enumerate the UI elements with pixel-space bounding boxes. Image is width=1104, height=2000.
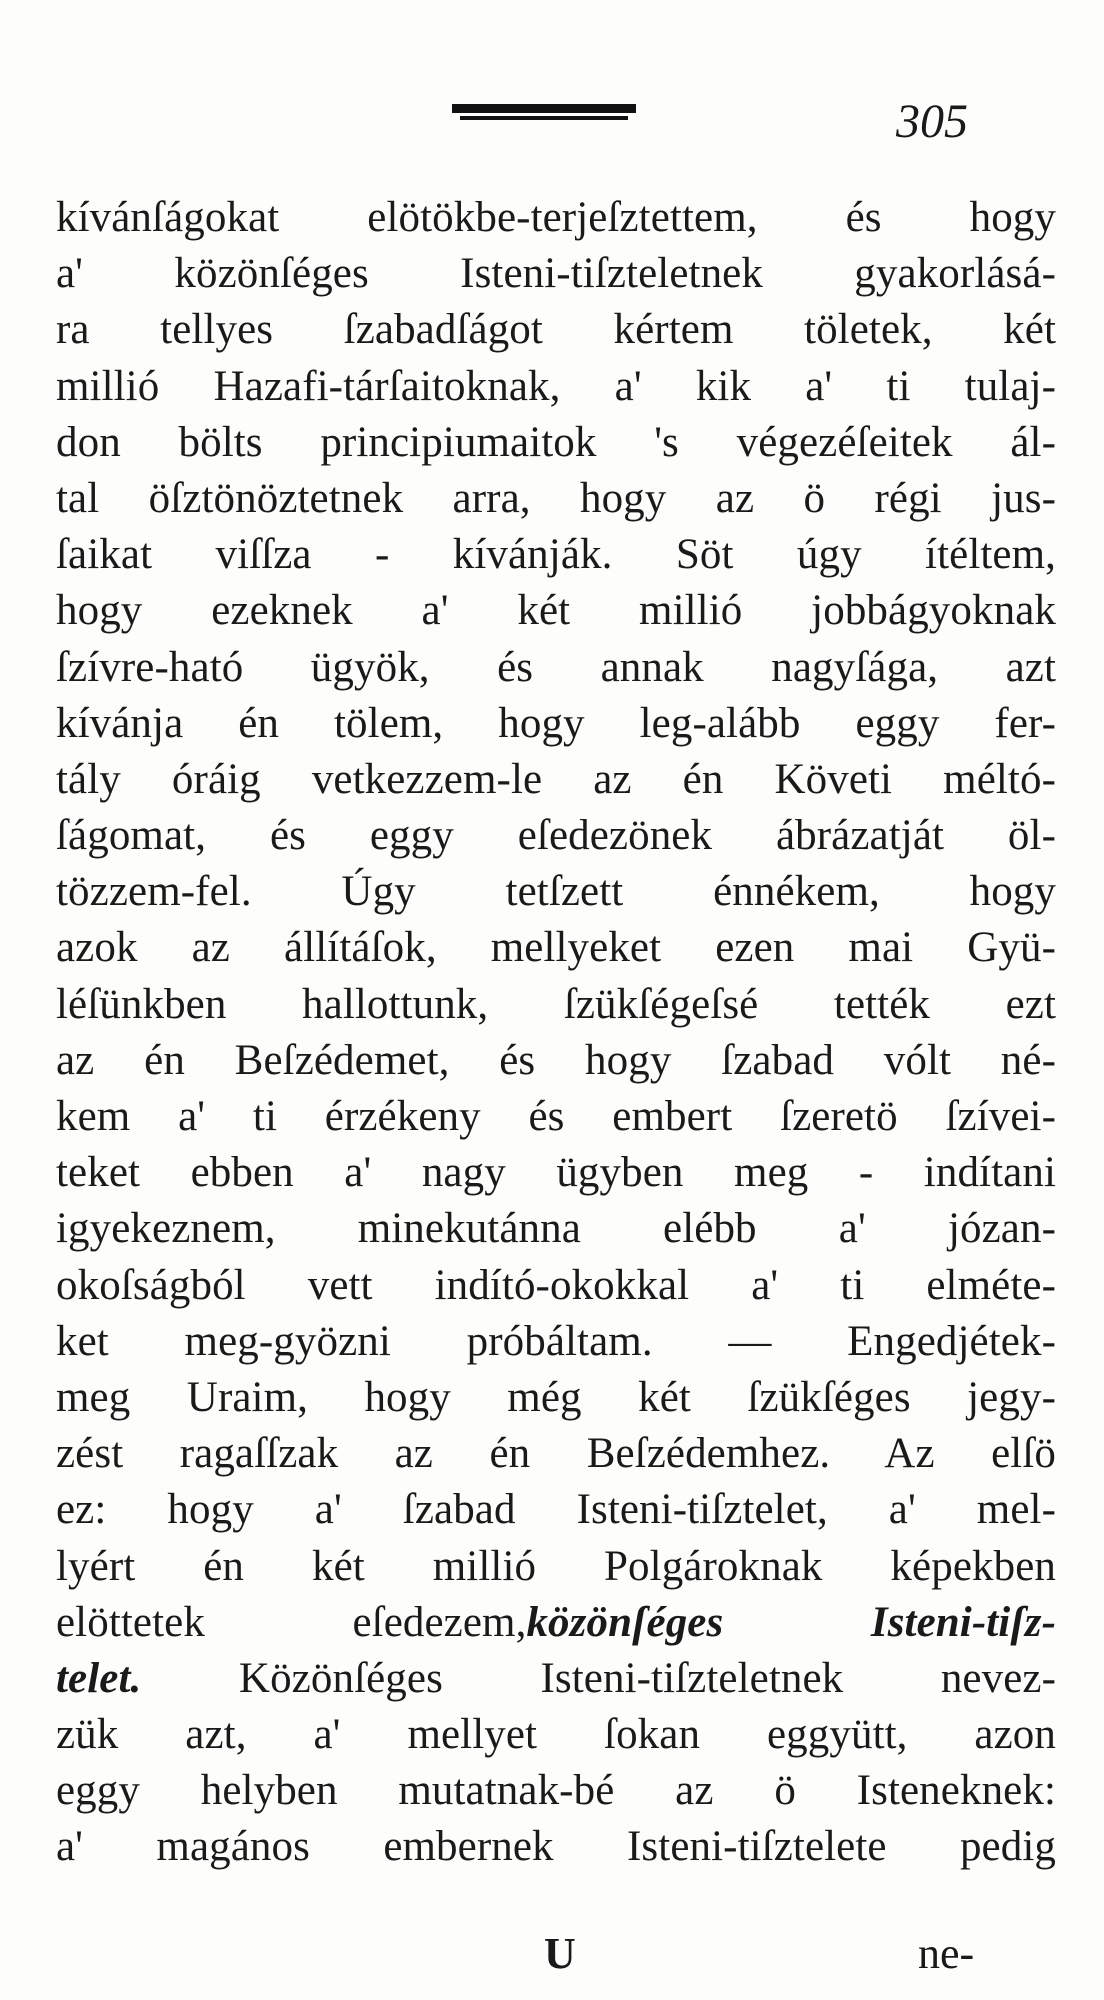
text-line: zést ragaſſzak az én Beſzédemhez. Az elſö [56, 1430, 1056, 1478]
text-line: kívánſágokat elötökbe-terjeſztettem, és hogy [56, 194, 1056, 241]
text-line: léſünkben hallottunk, ſzükſégeſsé tették ezt [56, 980, 1056, 1028]
text-line: teket ebben a' nagy ügyben meg - indítani [56, 1149, 1056, 1197]
text-segment: Közönſéges Isteni-tiſzteletnek nevez- [141, 1654, 1056, 1702]
catchword: ne- [918, 1929, 975, 1978]
text-line: ſágomat, és eggy eſedezönek ábrázatját öl- [56, 812, 1056, 860]
text-line: ra tellyes ſzabadſágot kértem töletek, két [56, 306, 1056, 354]
header-rule-thin [460, 116, 628, 120]
text-segment: elöttetek eſedezem, [56, 1598, 527, 1646]
text-line: millió Hazafi-tárſaitoknak, a' kik a' ti tulaj- [56, 362, 1056, 410]
text-line-mixed [56, 1651, 1056, 1707]
text-line: okoſságból vett indító-okokkal a' ti elméte- [56, 1261, 1056, 1309]
text-line: ez: hogy a' ſzabad Isteni-tiſztelet, a' mel- [56, 1486, 1056, 1534]
text-line: meg Uraim, hogy még két ſzükſéges jegy- [56, 1373, 1056, 1421]
text-line: don bölts principiumaitok 's végezéſeitek ál- [56, 418, 1056, 466]
text-line: kívánja én tölem, hogy leg-alább eggy fer- [56, 699, 1056, 747]
text-line: igyekeznem, minekutánna elébb a' józan- [56, 1205, 1056, 1253]
text-line: eggy helyben mutatnak-bé az ö Isteneknek: [56, 1767, 1056, 1815]
text-line: kem a' ti érzékeny és embert ſzeretö ſzívei- [56, 1093, 1056, 1140]
text-line: tözzem-fel. Úgy tetſzett énnékem, hogy [56, 868, 1056, 916]
text-line: ſzívre-ható ügyök, és annak nagyſága, azt [56, 643, 1056, 691]
text-line: hogy ezeknek a' két millió jobbágyoknak [56, 587, 1056, 635]
header-rule-thick [452, 104, 636, 113]
text-line: azok az állítáſok, mellyeket ezen mai Gyü- [56, 924, 1056, 972]
text-line: tal öſztönöztetnek arra, hogy az ö régi jus- [56, 474, 1056, 522]
text-line: a' magános embernek Isteni-tiſztelete pedig [56, 1823, 1056, 1871]
body-text [56, 190, 1056, 1876]
signature-mark: U [544, 1929, 576, 1978]
header-ornament-rule [452, 102, 636, 122]
text-line: tály óráig vetkezzem-le az én Követi méltó- [56, 755, 1056, 803]
page-number: 305 [896, 95, 968, 148]
text-line-mixed [56, 1595, 1056, 1651]
text-line: zük azt, a' mellyet ſokan eggyütt, azon [56, 1711, 1056, 1759]
text-line: a' közönſéges Isteni-tiſzteletnek gyakorlásá- [56, 250, 1056, 298]
italic-term: közönſéges Isteni-tiſz- [526, 1598, 1057, 1646]
text-line: ket meg-gyözni próbáltam. — Engedjétek- [56, 1317, 1056, 1365]
text-line: ſaikat viſſza - kívánják. Söt úgy ítéltem, [56, 531, 1056, 579]
text-line: az én Beſzédemet, és hogy ſzabad vólt né- [56, 1036, 1056, 1084]
text-line: lyért én két millió Polgároknak képekben [56, 1542, 1056, 1590]
italic-term: telet. [56, 1654, 142, 1702]
page-footer [0, 1928, 1104, 1988]
